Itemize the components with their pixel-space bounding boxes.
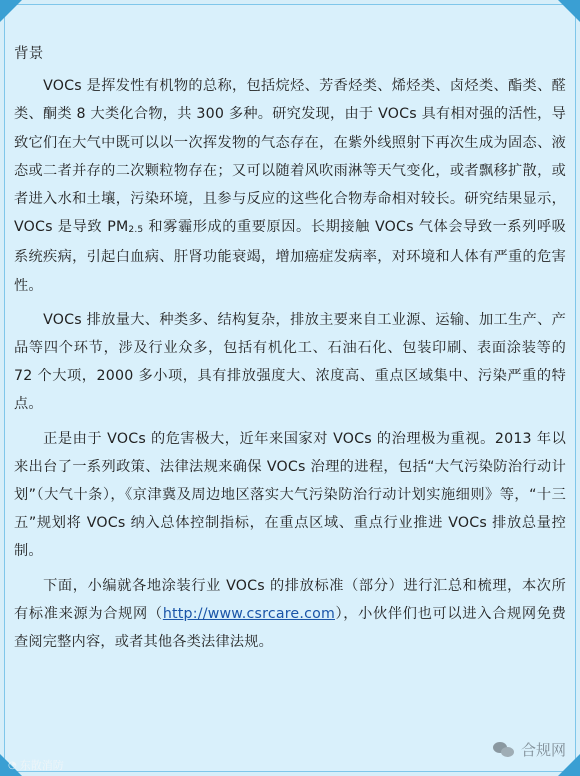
article-body (14, 40, 566, 662)
section-heading: 背景 (14, 46, 44, 62)
corner-tl (0, 0, 22, 22)
paragraph-summary (14, 572, 566, 657)
paragraph-intro-text: VOCs 是挥发性有机物的总称，包括烷烃、芳香烃类、烯烃类、卤烃类、酯类、醛类、酮类 8 大类化合物，共 300 多种。研究发现，由于 VOCs 具有相对强的活性，导致它们在大气中既可以以一次挥发物的气态存在，在紫外线照射下再次生成为固态、液态或二者并存的二次颗粒物存在；又可以随着风吹雨淋等天气变化，或者飘移扩散，或者进入水和土壤，污染环境，且参与反应的这些化合物寿命相对较长。研究结果显示，VOCs 是导致 (14, 78, 566, 236)
watermark-hegui-text: 合规网 (520, 741, 566, 759)
paragraph-summary-rest: ），小伙伴们也可以进入合规网免费查阅完整内容，或者其他各类法律法规。 (14, 605, 566, 651)
corner-tr (558, 0, 580, 22)
paragraph-sources: VOCs 排放量大、种类多、结构复杂，排放主要来自工业源、运输、加工生产、产品等四个环节，涉及行业众多，包括有机化工、石油石化、包装印刷、表面涂装等的 72 个大项，2000 多小项，具有排放强度大、浓度高、重点区域集中、污染严重的特点。 (14, 311, 566, 413)
pm-subscript: 2.5 (128, 225, 144, 236)
wechat-icon (493, 742, 515, 758)
paragraph-policy: 正是由于 VOCs 的危害极大，近年来国家对 VOCs 的治理极为重视。2013 年以来出台了一系列政策、法律法规来确保 VOCs 治理的进程，包括“大气污染防治行动计划”（大气十条），《京津冀及周边地区落实大气污染防治行动计划实施细则》等，“十三五”规划将 VOCs 纳入总体控制指标，在重点区域、重点行业推进 VOCs 排放总量控制。 (14, 430, 566, 560)
paragraph-intro (14, 72, 566, 300)
csrcare-link[interactable]: http://www.csrcare.com (162, 605, 335, 622)
watermark-logo-icon: ◔ (8, 759, 17, 771)
watermark-hegui (493, 739, 566, 760)
watermark-source (8, 757, 64, 773)
pm-prefix: PM (102, 219, 129, 236)
paragraph-summary-text: 下面，小编就各地涂装行业 VOCs 的排放标准（部分）进行汇总和梳理，本次所有标准来源为合规网（ (14, 577, 566, 622)
watermark-source-text: 东散消防 (19, 759, 64, 772)
paragraph-intro-rest: 和雾霾形成的重要原因。长期接触 VOCs 气体会导致一系列呼吸系统疾病，引起白血病、肝肾功能衰竭，增加癌症发病率，对环境和人体有严重的危害性。 (14, 219, 567, 294)
